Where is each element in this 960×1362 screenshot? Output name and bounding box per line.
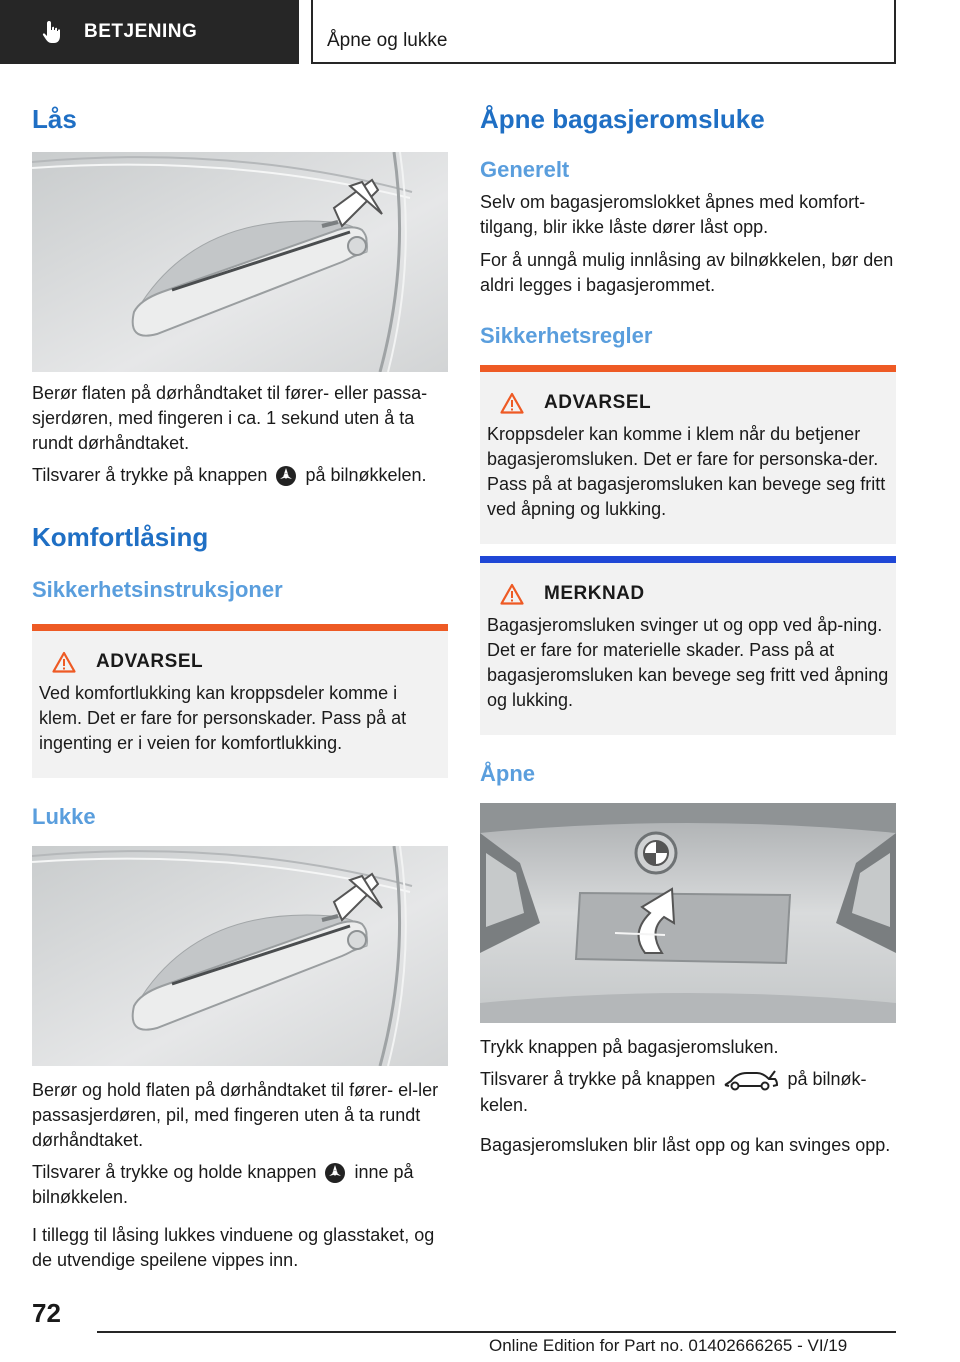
door-handle-arrow-image [32, 846, 448, 1066]
apne-key-before: Tilsvarer å trykke på knappen [480, 1069, 716, 1090]
apne-key-line [480, 1067, 896, 1117]
warning-triangle-icon [500, 583, 524, 605]
lukke-heading: Lukke [32, 803, 96, 829]
section-tab [0, 0, 299, 64]
notice-text: Bagasjeromsluken svinger ut og opp ved åp-ning. Det er fare for materielle skader. Pass på at bagasjeromsluken kan bevege seg fritt ved åpning og lukking. [487, 614, 889, 710]
section-label: BETJENING [84, 21, 198, 42]
warning-title: ADVARSEL [544, 391, 652, 413]
trunk-button-image [480, 803, 896, 1023]
lock-button-icon [324, 1162, 346, 1184]
apne-heading: Åpne [480, 760, 535, 786]
lukke-key-before: Tilsvarer å trykke og holde knappen [32, 1162, 317, 1183]
lukke-key-line [32, 1160, 448, 1210]
warning-triangle-icon [500, 392, 524, 414]
warning-triangle-icon [52, 651, 76, 673]
hand-pointer-icon [40, 19, 66, 45]
lukke-text: Berør og hold flaten på dørhåndtaket til fører- el-ler passasjerdøren, pil, med fingeren uten å ta rundt dørhåndtaket. [32, 1080, 439, 1151]
generelt-p2: For å unngå mulig innlåsing av bilnøkkelen, bør den aldri legges i bagasjerommet. [480, 249, 894, 295]
generelt-heading: Generelt [480, 157, 570, 183]
page-number: 72 [32, 1298, 61, 1328]
main-heading: Åpne bagasjeromsluke [480, 104, 765, 134]
lukke-key-after: inne på bilnøkkelen. [32, 1162, 414, 1208]
apne-p1: Trykk knappen på bagasjeromsluken. [480, 1037, 779, 1058]
lukke-extra: I tillegg til låsing lukkes vinduene og glasstaket, og de utvendige speilene vippes inn. [32, 1225, 435, 1271]
door-handle-image [32, 152, 448, 372]
warning-text: Ved komfortlukking kan kroppsdeler komme i klem. Det er fare for personskader. Pass på at ingenting er i veien for komfortlukking. [39, 682, 407, 753]
footer-divider [97, 1331, 896, 1333]
warning-header [500, 392, 889, 414]
apne-p3: Bagasjeromsluken blir låst opp og kan svinges opp. [480, 1134, 891, 1155]
warning-box-comfort [32, 624, 448, 778]
las-key-before: Tilsvarer å trykke på knappen [32, 465, 268, 486]
notice-header [500, 583, 889, 605]
apne-key-after: på bilnøk-kelen. [480, 1069, 867, 1115]
las-text: Berør flaten på dørhåndtaket til fører- eller passa-sjerdøren, med fingeren i ca. 1 sekund uten å ta rundt dørhåndtaket. [32, 383, 428, 454]
komfort-heading: Komfortlåsing [32, 522, 209, 553]
warning-title: ADVARSEL [96, 650, 204, 672]
right-column [480, 96, 896, 1158]
lock-button-icon [275, 465, 297, 487]
notice-box [480, 556, 896, 735]
warning-box-trunk [480, 365, 896, 544]
generelt-p1: Selv om bagasjeromslokket åpnes med komfort-tilgang, blir ikke låste dører låst opp. [480, 191, 866, 237]
las-key-after: på bilnøkkelen. [305, 465, 427, 486]
car-trunk-icon [723, 1069, 779, 1093]
las-heading: Lås [32, 104, 77, 134]
warning-text: Kroppsdeler kan komme i klem når du betjener bagasjeromsluken. Det er fare for personska-der. Pass på at bagasjeromsluken kan bevege seg fritt ved åpning og lukking. [487, 423, 886, 519]
notice-title: MERKNAD [544, 582, 645, 604]
las-key-line [32, 463, 448, 488]
left-column [32, 96, 448, 1273]
sikkerhetsregler-heading: Sikkerhetsregler [480, 322, 653, 348]
footer-edition: Online Edition for Part no. 01402666265 - VI/19 [489, 1336, 848, 1355]
chapter-title: Åpne og lukke [327, 30, 448, 51]
sikkerhet-heading: Sikkerhetsinstruksjoner [32, 577, 283, 603]
warning-header [52, 651, 441, 673]
chapter-header [311, 0, 896, 64]
